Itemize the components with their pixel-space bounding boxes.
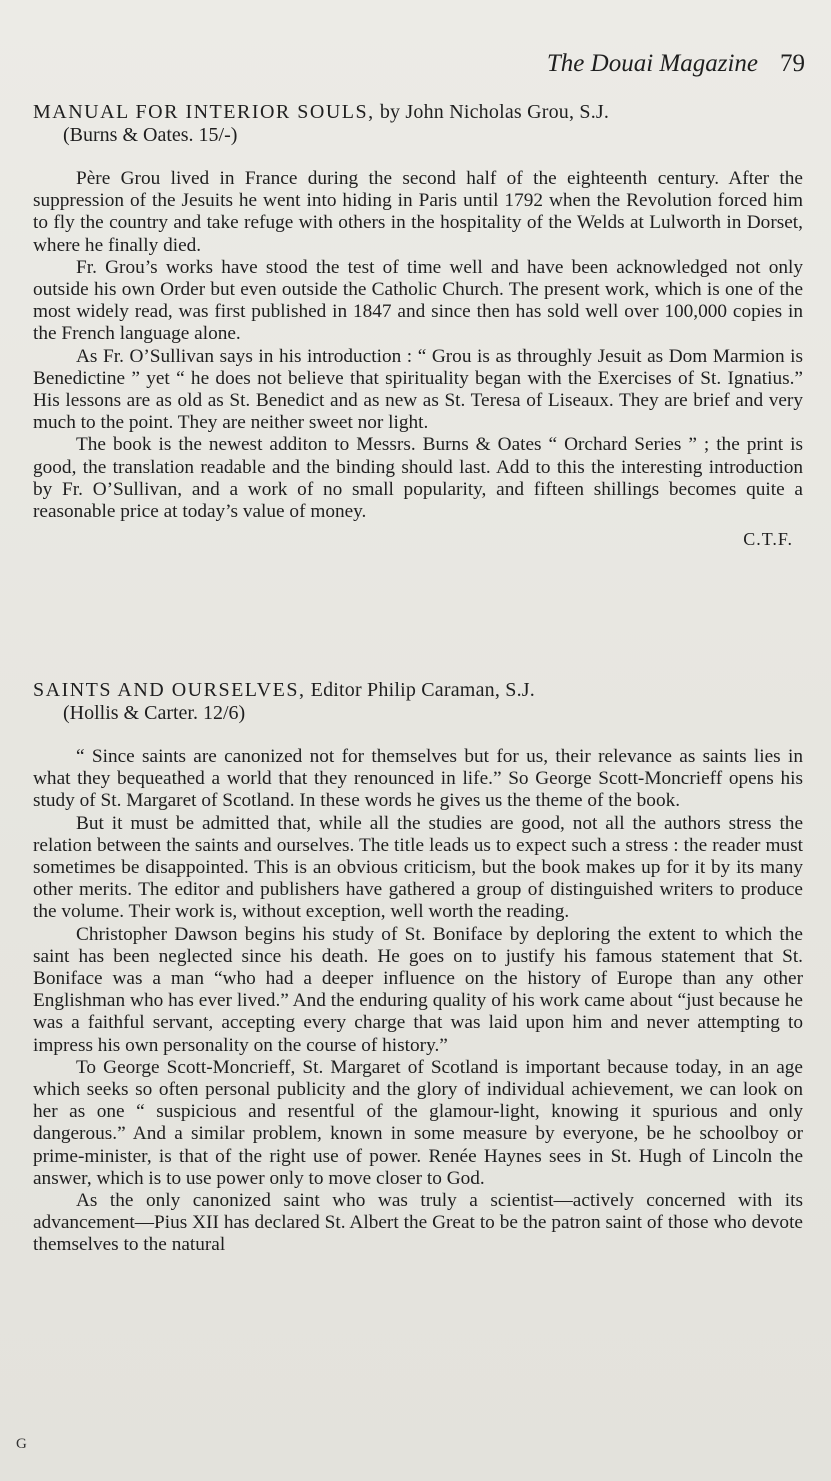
book-title: SAINTS AND OURSELVES,	[33, 679, 306, 701]
review-manual-for-interior-souls	[33, 100, 803, 550]
paragraph: But it must be admitted that, while all the studies are good, not all the authors stress the relation between the saints and ourselves. The title leads us to expect such a stress : the reader must sometimes be disappointed. This is an obvious criticism, but the book makes up for it by its many other merits. The editor and publishers have gathered a group of distinguished writers to produce the volume. Their work is, without exception, well worth the reading.	[33, 812, 803, 923]
book-title: MANUAL FOR INTERIOR SOULS,	[33, 101, 375, 123]
paragraph: Christopher Dawson begins his study of St. Boniface by deploring the extent to which the saint has been neglected since his death. He goes on to justify his famous statement that St. Boniface was a man “who had a deeper influence on the history of Europe than any other Englishman who has ever lived.” And the enduring quality of his work came about “just because he was a faithful servant, accepting every charge that was laid upon him and never attempting to impress his own personality on the course of history.”	[33, 923, 803, 1056]
paragraph: “ Since saints are canonized not for themselves but for us, their relevance as saints lies in what they bequeathed a world that they renounced in life.” So George Scott-Moncrieff opens his study of St. Margaret of Scotland. In these words he gives us the theme of the book.	[33, 746, 803, 812]
running-head	[547, 50, 805, 78]
paragraph: As Fr. O’Sullivan says in his introduction : “ Grou is as throughly Jesuit as Dom Marmion is Benedictine ” yet “ he does not believe that spirituality began with the Exercises of St. Ignatius.” His lessons are as old as St. Benedict and as new as St. Teresa of Liseaux. They are brief and very much to the point. They are neither sweet nor light.	[33, 345, 803, 434]
review-saints-and-ourselves	[33, 678, 803, 1257]
review-heading	[33, 100, 803, 124]
page-number: 79	[780, 50, 805, 77]
magazine-title: The Douai Magazine	[546, 50, 758, 77]
paragraph: As the only canonized saint who was truly a scientist—actively concerned with its advancement—Pius XII has declared St. Albert the Great to be the patron saint of those who devote themselves to the natural	[33, 1190, 803, 1256]
book-byline: Editor Philip Caraman, S.J.	[310, 679, 535, 701]
review-body	[33, 746, 803, 1257]
reviewer-initials: C.T.F.	[743, 529, 793, 550]
paragraph: The book is the newest additon to Messrs. Burns & Oates “ Orchard Series ” ; the print is good, the translation readable and the binding should last. Add to this the interesting introduction by Fr. O’Sullivan, and a work of no small popularity, and fifteen shillings becomes quite a reasonable price at today’s value of money.	[33, 434, 803, 523]
review-body	[33, 168, 803, 523]
signature-mark: G	[16, 1436, 27, 1452]
paragraph: Fr. Grou’s works have stood the test of time well and have been acknowledged not only outside his own Order but even outside the Catholic Church. The present work, which is one of the most widely read, was first published in 1847 and since then has sold well over 100,000 copies in the French language alone.	[33, 256, 803, 345]
book-byline: by John Nicholas Grou, S.J.	[379, 101, 610, 123]
publisher-info: (Burns & Oates. 15/-)	[63, 124, 238, 146]
publisher-info: (Hollis & Carter. 12/6)	[63, 702, 246, 724]
review-heading	[33, 678, 803, 702]
paragraph: To George Scott-Moncrieff, St. Margaret of Scotland is important because today, in an age which seeks so often personal publicity and the glory of individual achievement, we can look on her as one “ suspicious and resentful of the glamour-light, knowing it spurious and only dangerous.” And a similar problem, known in some measure by everyone, be he schoolboy or prime-minister, is that of the right use of power. Renée Haynes sees in St. Hugh of Lincoln the answer, which is to use power only to move closer to God.	[33, 1056, 803, 1189]
paragraph: Père Grou lived in France during the second half of the eighteenth century. After the suppression of the Jesuits he went into hiding in Paris until 1792 when the Revolution forced him to fly the country and take refuge with others in the hospitality of the Welds at Lulworth in Dorset, where he finally died.	[33, 168, 803, 256]
